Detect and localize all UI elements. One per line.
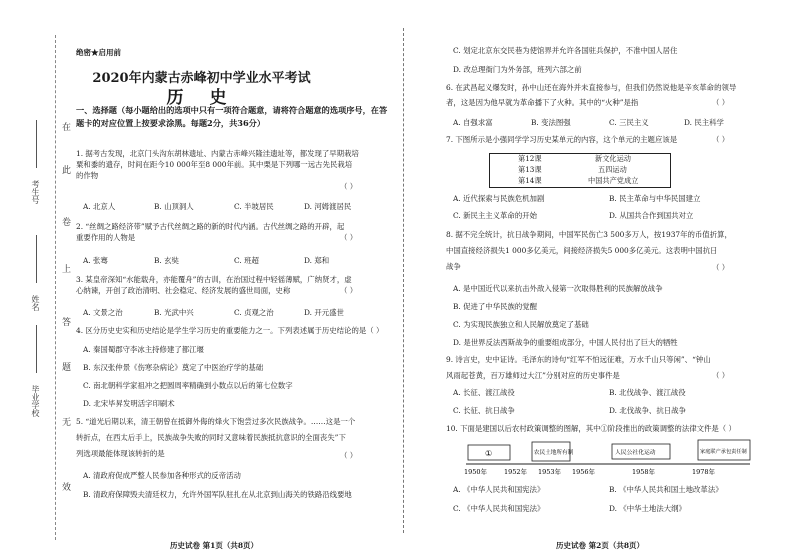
option-b[interactable]: B. 北伐战争、渡江战役 [609, 388, 686, 397]
option-c[interactable]: C. 《中华人民共和国宪法》 [453, 504, 545, 513]
option-b[interactable]: B. 民主革命与中华民国建立 [609, 194, 701, 203]
question-text: 心纳谏，开创了政治清明、社会稳定、经济发展的盛世局面，史称 [76, 286, 291, 295]
option-a[interactable]: A. 张骞 [83, 256, 108, 265]
option-c[interactable]: C. 新民主主义革命的开始 [453, 211, 537, 220]
option-b[interactable]: B. 变法图强 [531, 118, 571, 127]
candidate-number-blank[interactable] [36, 120, 38, 168]
lesson-title: 新文化运动 [595, 154, 631, 163]
option-a[interactable]: A. 秦国蜀郡守李冰主持修建了都江堰 [83, 345, 204, 354]
question-text: 风雨起苍黄，百万雄师过大江”分别对应的历史事件是 [446, 371, 620, 380]
binding-line [55, 35, 56, 540]
side-char: 卷 [62, 218, 72, 228]
option-d[interactable]: D. 是世界反法西斯战争的重要组成部分，中国人民付出了巨大的牺牲 [453, 338, 678, 347]
lesson-number: 第13课 [518, 165, 542, 174]
question-text: 4. 区分历史史实和历史结论是学生学习历史的重要能力之一。下列表述属于历史结论的是（ ） [76, 326, 384, 335]
option-a[interactable]: A. 长征、渡江战役 [453, 388, 515, 397]
side-char: 题 [62, 363, 72, 373]
question-text: 者，这是因为他早就为革命播下了火种。其中的“火种”是指 [446, 98, 639, 107]
option-d[interactable]: D. 民主科学 [684, 118, 724, 127]
option-d[interactable]: D. 北宋毕昇发明活字印刷术 [83, 399, 175, 408]
stage-4-label: 家庭联产承包责任制 [700, 449, 747, 455]
candidate-number-label: 考生号 [31, 180, 40, 204]
option-d[interactable]: D. 改总理衙门为外务部，班列六部之前 [453, 65, 582, 74]
year-label: 1956年 [572, 468, 596, 476]
stage-1-label: ① [485, 449, 493, 458]
question-10 [446, 423, 776, 434]
side-char: 效 [62, 483, 72, 493]
option-d[interactable]: D. 河姆渡居民 [304, 202, 352, 211]
page-divider [403, 28, 405, 533]
option-a[interactable]: A. 自强求富 [453, 118, 493, 127]
lesson-title: 五四运动 [598, 165, 627, 174]
option-b[interactable]: B. 东汉张仲景《伤寒杂病论》奠定了中医治疗学的基础 [83, 363, 264, 372]
option-d[interactable]: D. 《中华土地法大纲》 [609, 504, 686, 513]
option-d[interactable]: D. 北伐战争、抗日战争 [609, 406, 686, 415]
answer-bracket: （ ） [712, 135, 730, 144]
option-c[interactable]: C. 长征、抗日战争 [453, 406, 515, 415]
page-footer: 历史试卷 第1页（共8页） [170, 541, 259, 550]
option-a[interactable]: A. 《中华人民共和国宪法》 [453, 485, 545, 494]
year-label: 1978年 [692, 468, 716, 476]
option-b[interactable]: B. 促进了中华民族的觉醒 [453, 302, 538, 311]
question-4 [76, 325, 396, 336]
question-text: 2. “丝绸之路经济带”赋予古代丝绸之路的新的时代内涵。古代丝绸之路的开辟，起 [76, 222, 345, 231]
side-char: 此 [62, 166, 72, 176]
question-text: 重要作用的人物是 [76, 233, 136, 242]
question-text: 的作物 [76, 171, 99, 180]
option-d[interactable]: D. 郑和 [304, 256, 330, 265]
question-text: 粟和黍的遗存，时间在距今10 000年至8 000年前。其中栗是下列哪一远古先民栽培 [76, 160, 353, 169]
section-heading: 一、选择题（每小题给出的选项中只有一项符合题意，请将符合题意的选项序号，在答题卡的对应位置上按要求涂黑。每题2分，共36分） [76, 105, 388, 128]
table-row [490, 176, 670, 187]
answer-bracket: （ ） [712, 371, 730, 380]
answer-bracket: （ ） [340, 182, 358, 191]
option-d[interactable]: D. 开元盛世 [304, 308, 344, 317]
answer-bracket: （ ） [712, 98, 730, 107]
lesson-number: 第12课 [518, 154, 542, 163]
question-text: 6. 在武昌起义爆发时，孙中山还在海外并未直接参与，但我们仍然说他是辛亥革命的领导 [446, 83, 737, 92]
side-char: 答 [62, 318, 72, 328]
table-row [490, 165, 670, 176]
question-text: 10. 下面是建国以后农村政策调整的图解，其中①阶段推出的政策调整的法律文件是（ ） [446, 424, 736, 433]
option-d[interactable]: D. 从国共合作到国共对立 [609, 211, 694, 220]
subject-title: 历 史 [166, 88, 237, 108]
side-char: 在 [62, 123, 72, 133]
option-c[interactable]: C. 班超 [234, 256, 259, 265]
question-text: 9. 诗言史，史中证诗。毛泽东的诗句“红军不怕远征难，万水千山只等闲”、“钟山 [446, 355, 711, 364]
question-text: 列选项最能体现该转折的是 [76, 449, 165, 458]
option-c[interactable]: C. 贞观之治 [234, 308, 274, 317]
option-c[interactable]: C. 半坡居民 [234, 202, 274, 211]
year-label: 1950年 [464, 468, 488, 476]
question-text: 中国直接经济损失1 000多亿美元，间接经济损失5 000多亿美元。这表明中国抗日 [446, 246, 718, 255]
option-b[interactable]: B. 山顶洞人 [154, 202, 194, 211]
option-b[interactable]: B. 玄奘 [154, 256, 179, 265]
question-text: 5. “道光后期以来，清王朝曾在抵御外侮的烽火下饱尝过多次民族战争。……这是一个 [76, 417, 356, 426]
question-text: 3. 某皇帝深知“水能载舟，亦能覆舟”的古训，在治国过程中轻徭薄赋，广纳贤才，虚 [76, 275, 352, 284]
option-a[interactable]: A. 近代探索与民族危机加剧 [453, 194, 545, 203]
question-text: 7. 下图所示是小强同学学习历史某单元的内容，这个单元的主题应该是 [446, 135, 678, 144]
year-label: 1952年 [504, 468, 528, 476]
unit-content-table [489, 153, 671, 188]
year-label: 1953年 [538, 468, 562, 476]
option-c[interactable]: C. 划定北京东交民巷为使馆界并允许各国驻兵保护，不准中国人居住 [453, 46, 678, 55]
lesson-number: 第14课 [518, 176, 542, 185]
option-c[interactable]: C. 为实现民族独立和人民解放奠定了基础 [453, 320, 589, 329]
question-1 [76, 148, 394, 181]
confidential-mark: 绝密★启用前 [76, 48, 121, 57]
option-b[interactable]: B. 清政府保障毁夫清廷权力，允许外国军队驻扎在从北京到山海关的铁路沿线要地 [83, 490, 352, 499]
option-a[interactable]: A. 是中国近代以来抗击外敌入侵第一次取得胜利的民族解放战争 [453, 284, 663, 293]
answer-bracket: （ ） [712, 263, 730, 272]
exam-title: 2020年内蒙古赤峰初中学业水平考试 [92, 71, 311, 86]
table-row [490, 154, 670, 165]
policy-timeline [464, 437, 754, 477]
option-b[interactable]: B. 光武中兴 [154, 308, 194, 317]
question-text: 8. 据不完全统计，抗日战争期间，中国军民伤亡3 500多万人，按1937年的币值折算， [446, 230, 732, 239]
question-text: 战争 [446, 262, 461, 271]
option-c[interactable]: C. 南北朝科学家祖冲之把圆周率精确到小数点以后的第七位数字 [83, 381, 293, 390]
name-blank[interactable] [36, 235, 38, 283]
option-a[interactable]: A. 文景之治 [83, 308, 123, 317]
option-a[interactable]: A. 北京人 [83, 202, 116, 211]
answer-bracket: （ ） [340, 286, 358, 295]
year-label: 1958年 [632, 468, 656, 476]
stage-2-label: 农民土地所有制 [534, 450, 574, 456]
answer-bracket: （ ） [340, 451, 358, 460]
option-b[interactable]: B. 《中华人民共和国土地改革法》 [609, 485, 723, 494]
page-footer: 历史试卷 第2页（共8页） [556, 541, 645, 550]
question-text: 1. 据考古发现，北京门头沟东胡林遗址、内蒙古赤峰兴隆洼遗址等，都发现了早期栽培 [76, 149, 359, 158]
lesson-title: 中国共产党成立 [588, 176, 639, 185]
side-char: 无 [62, 418, 72, 428]
school-label: 毕业学校 [31, 385, 40, 417]
stage-3-label: 人民公社化运动 [615, 450, 656, 456]
side-char: 上 [62, 265, 72, 275]
answer-bracket: （ ） [340, 233, 358, 242]
question-text: 转折点，在西太后手上，民族战争失败的同时又意味着民族抵抗意识的全面丧失”下 [76, 433, 346, 442]
option-c[interactable]: C. 三民主义 [609, 118, 649, 127]
name-label: 姓名 [31, 295, 40, 311]
option-a[interactable]: A. 清政府促成严整人民参加各种形式的反帝活动 [83, 471, 241, 480]
school-blank[interactable] [36, 325, 38, 373]
